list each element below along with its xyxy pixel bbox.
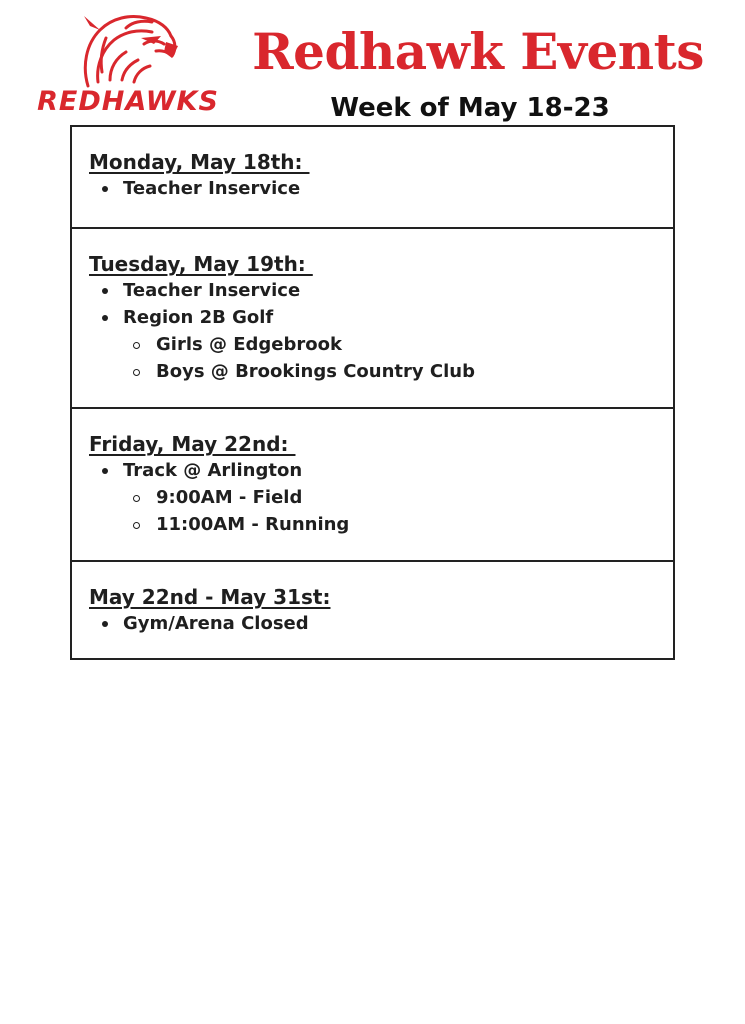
logo-wordmark: REDHAWKS: [37, 86, 219, 117]
list-item: [89, 304, 673, 331]
bullet-icon: [102, 621, 108, 627]
day-section-friday: [72, 407, 673, 560]
list-item: [89, 457, 673, 484]
day-section-closure: [72, 560, 673, 658]
hollow-bullet-icon: [133, 522, 140, 529]
event-label: Teacher Inservice: [123, 178, 301, 199]
hollow-bullet-icon: [133, 495, 140, 502]
page-title: Redhawk Events: [252, 22, 704, 81]
sub-list-item: [89, 358, 673, 385]
event-list: [89, 175, 673, 202]
day-heading: Friday, May 22nd:: [89, 432, 296, 456]
bullet-icon: [102, 468, 108, 474]
event-label: Region 2B Golf: [123, 307, 274, 328]
sub-event-label: 11:00AM - Running: [156, 514, 350, 535]
week-subtitle: Week of May 18-23: [330, 93, 610, 123]
day-heading: May 22nd - May 31st:: [89, 585, 331, 609]
sub-event-label: 9:00AM - Field: [156, 487, 303, 508]
hawk-head-icon: [26, 8, 230, 120]
event-list: [89, 610, 673, 637]
sub-list-item: [89, 511, 673, 538]
list-item: [89, 277, 673, 304]
event-list: [89, 277, 673, 385]
events-schedule-table: [70, 125, 675, 660]
list-item: [89, 610, 673, 637]
hollow-bullet-icon: [133, 369, 140, 376]
sub-event-label: Girls @ Edgebrook: [156, 334, 342, 355]
list-item: [89, 175, 673, 202]
bullet-icon: [102, 288, 108, 294]
event-label: Track @ Arlington: [123, 460, 303, 481]
sub-event-label: Boys @ Brookings Country Club: [156, 361, 475, 382]
bullet-icon: [102, 315, 108, 321]
hollow-bullet-icon: [133, 342, 140, 349]
day-heading: Tuesday, May 19th:: [89, 252, 313, 276]
event-label: Gym/Arena Closed: [123, 613, 309, 634]
bullet-icon: [102, 186, 108, 192]
event-list: [89, 457, 673, 538]
event-label: Teacher Inservice: [123, 280, 301, 301]
sub-list-item: [89, 331, 673, 358]
day-heading: Monday, May 18th:: [89, 150, 310, 174]
day-section-monday: [72, 127, 673, 227]
redhawks-logo: [26, 8, 230, 120]
day-section-tuesday: [72, 227, 673, 407]
sub-list-item: [89, 484, 673, 511]
